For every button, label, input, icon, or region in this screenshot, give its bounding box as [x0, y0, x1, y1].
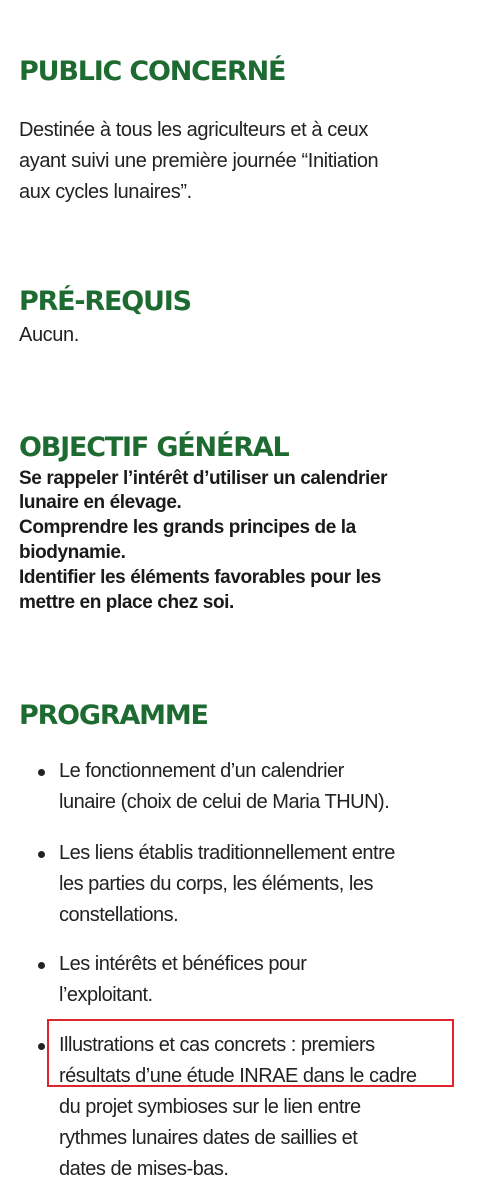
list-item-line: Illustrations et cas concrets : premiers	[59, 1034, 375, 1056]
bullet-dot	[38, 769, 45, 776]
public-text-line: aux cycles lunaires”.	[19, 181, 192, 203]
objectif-line: lunaire en élevage.	[19, 492, 182, 513]
list-item-line: dates de mises-bas.	[59, 1158, 229, 1180]
list-item-line: les parties du corps, les éléments, les	[59, 873, 373, 895]
section-title-objectif: OBJECTIF GÉNÉRAL	[19, 432, 289, 463]
objectif-line: Comprendre les grands principes de la	[19, 517, 356, 538]
section-title-prerequis: PRÉ-REQUIS	[19, 286, 191, 317]
section-title-programme: PROGRAMME	[19, 700, 208, 731]
list-item-line: l’exploitant.	[59, 984, 153, 1006]
list-item-line: constellations.	[59, 904, 179, 926]
objectif-line: biodynamie.	[19, 542, 126, 563]
bullet-dot	[38, 1043, 45, 1050]
list-item-line: lunaire (choix de celui de Maria THUN).	[59, 791, 390, 813]
bullet-dot	[38, 962, 45, 969]
public-text-line: Destinée à tous les agriculteurs et à ceux	[19, 119, 368, 141]
list-item-line: rythmes lunaires dates de saillies et	[59, 1127, 358, 1149]
list-item-line: Les intérêts et bénéfices pour	[59, 953, 307, 975]
list-item-line: Les liens établis traditionnellement entre	[59, 842, 395, 864]
highlight-annotation-box	[47, 1019, 454, 1087]
list-item-line: du projet symbioses sur le lien entre	[59, 1096, 361, 1118]
list-item-line: Le fonctionnement d’un calendrier	[59, 760, 344, 782]
prerequis-text: Aucun.	[19, 324, 79, 346]
objectif-line: mettre en place chez soi.	[19, 592, 234, 613]
objectif-line: Identifier les éléments favorables pour les	[19, 567, 381, 588]
list-item-line: résultats d’une étude INRAE dans le cadre	[59, 1065, 417, 1087]
section-title-public: PUBLIC CONCERNÉ	[19, 56, 286, 87]
bullet-dot	[38, 851, 45, 858]
objectif-line: Se rappeler l’intérêt d’utiliser un calendrier	[19, 468, 388, 489]
public-text-line: ayant suivi une première journée “Initiation	[19, 150, 379, 172]
